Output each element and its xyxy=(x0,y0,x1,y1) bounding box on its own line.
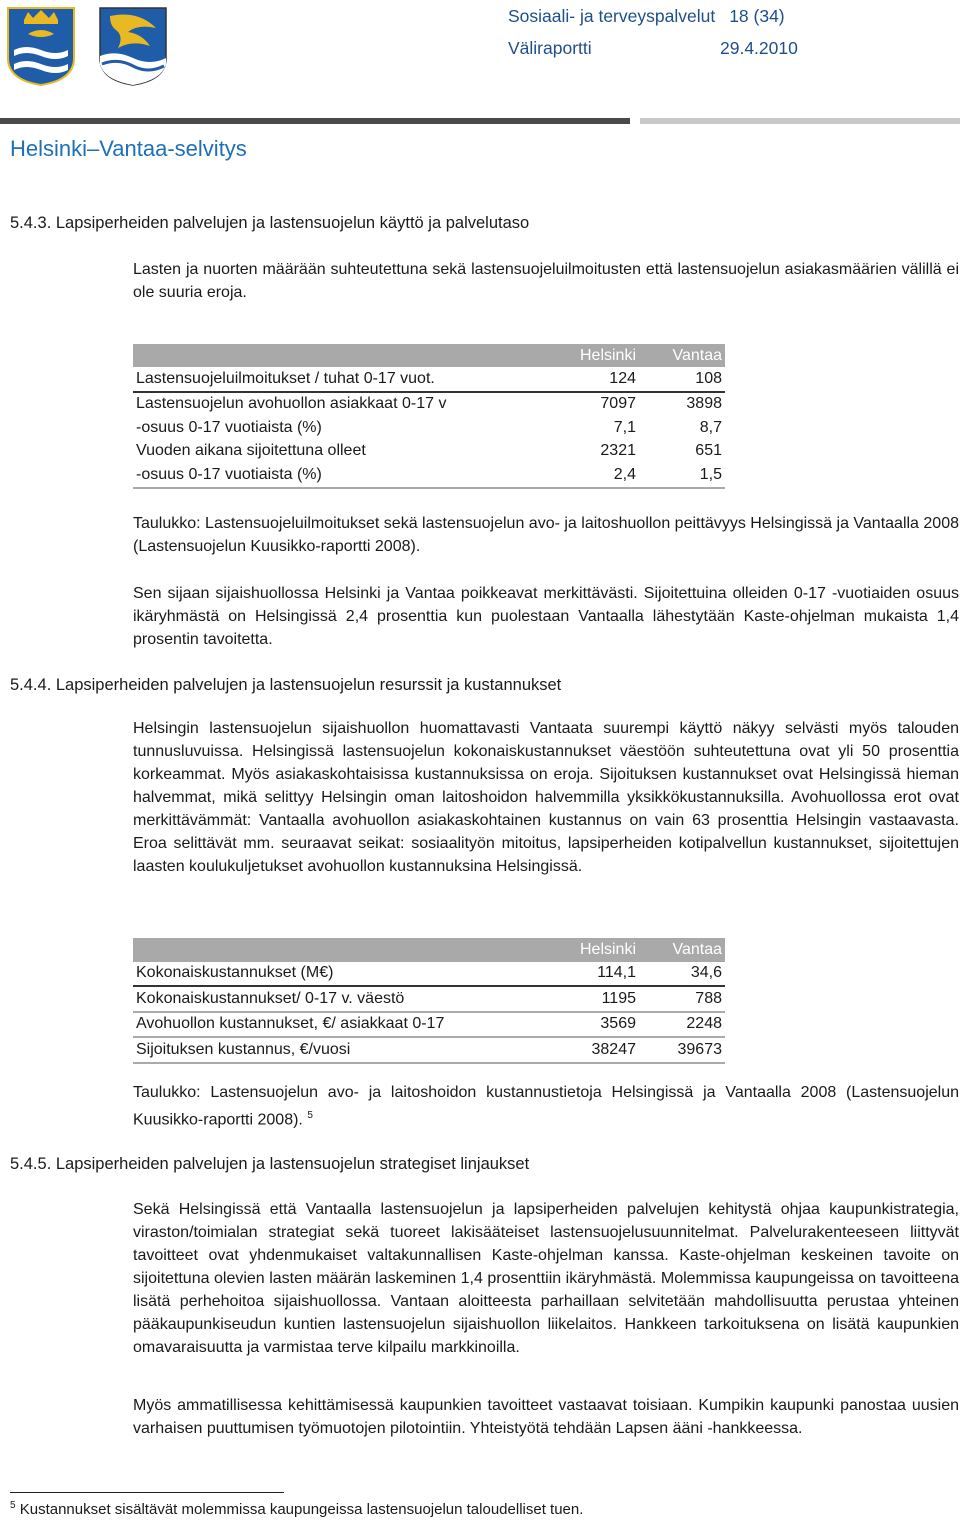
section-5-4-3-intro: Lasten ja nuorten määrään suhteutettuna sekä lastensuojeluilmoitusten että lastensuojelun asiakasmäärien välillä ei ole suuria eroja. xyxy=(133,261,959,301)
table-cell: Avohuollon kustannukset, €/ asiakkaat 0-17 xyxy=(133,1012,553,1038)
document-title: Helsinki–Vantaa-selvitys xyxy=(10,136,247,161)
table-row xyxy=(133,986,725,1012)
table-header-cell: Helsinki xyxy=(553,938,639,962)
table-cell: 108 xyxy=(639,367,725,392)
table-row xyxy=(133,463,725,488)
table-cell: 7097 xyxy=(600,395,636,413)
table-row xyxy=(133,416,725,440)
table-row xyxy=(133,962,725,987)
footnote-divider xyxy=(10,1492,284,1493)
footnote-number: 5 xyxy=(10,1500,16,1511)
table-child-protection-coverage xyxy=(133,344,725,489)
report-date: 29.4.2010 xyxy=(720,38,798,58)
section-5-4-4-paragraph: Helsingin lastensuojelun sijaishuollon huomattavasti Vantaata suurempi käyttö näkyy selvästi myös talouden tunnusluvuissa. Helsingissä lastensuojelun kokonaiskustannukset väestöön suhteutettuna ovat yli 50 prosenttia korkeammat. Myös asiakaskohtaisissa kustannuksissa on eroja. Sijoituksen kustannukset ovat Helsingissä hieman halvemmat, mikä selittyy Helsingin oman laitoshoidon halvemmilla yksikkökustannuksilla. Avohuollossa erot ovat merkittävämmät: Vantaalla avohuollon asiakaskohtainen kustannus on vain 63 prosenttia Helsingin vastaavasta. Eroa selittävät mm. seuraavat seikat: sosiaalityön mitoitus, lapsiperheiden kotipalvellun kustannukset, sijoitettujen laasten koulukuljetukset avohuollon kustannuksina Helsingissä. xyxy=(133,720,959,875)
table-cell: Kokonaiskustannukset/ 0-17 v. väestö xyxy=(133,986,553,1012)
table-cell: 8,7 xyxy=(699,418,722,436)
helsinki-coat-of-arms-icon xyxy=(6,6,76,86)
table-cell: -osuus 0-17 vuotiaista (%) xyxy=(133,463,553,488)
table-row xyxy=(133,1037,725,1063)
table-cell: 651 xyxy=(695,442,722,460)
table-cell: Lastensuojeluilmoitukset / tuhat 0-17 vuot. xyxy=(133,367,553,392)
header-rule-light xyxy=(640,118,960,124)
section-5-4-5-paragraph-1: Sekä Helsingissä että Vantaalla lastensuojelun ja lapsiperheiden palvelujen kehitystä ohjaa kaupunkistrategia, viraston/toimialan strategiat sekä tuoreet lakisääteiset lastensuojelusuunnitelmat. Palvelurakenteeseen liittyvät tavoitteet ovat yhdenmukaiset valtakunnallisen Kaste-ohjelman kanssa. Kaste-ohjelman keskeinen tavoite on sijoitettuna olevien lasten määrän laskeminen 1,4 prosenttiin ikäryhmästä. Molemmissa kaupungeissa on tavoitteena lisätä perhehoitoa sijaishuollossa. Vantaan aloitteesta parhaillaan selvitetään mahdollisuutta perustaa yhteinen pääkaupunkiseudun kuntien lastensuojelun sijaishuollon liikelaitos. Hankkeen tarkoituksena on lisätä kaupunkien omavaraisuutta ja varmistaa terve kilpailu markkinoilla. xyxy=(133,1201,959,1356)
section-heading-5-4-5: 5.4.5. Lapsiperheiden palvelujen ja lastensuojelun strategiset linjaukset xyxy=(10,1155,530,1173)
footnote xyxy=(10,1500,583,1518)
table-child-protection-costs xyxy=(133,938,725,1064)
section-5-4-5-paragraph-2: Myös ammatillisessa kehittämisessä kaupunkien tavoitteet vastaavat toisiaan. Kumpikin kaupunki panostaa uusien varhaisen puuttumisen työmuotojen pilotointiin. Yhteistyötä tehdään Lapsen ääni -hankkeessa. xyxy=(133,1397,959,1437)
table-header-row xyxy=(133,938,725,962)
table-row xyxy=(133,392,725,417)
table-cell: 124 xyxy=(553,367,639,392)
page-header-line2 xyxy=(508,38,798,59)
table-row xyxy=(133,440,725,464)
section-5-4-3-paragraph: Sen sijaan sijaishuollossa Helsinki ja Vantaa poikkeavat merkittävästi. Sijoitettuina olleiden 0-17 -vuotiaiden osuus ikäryhmästä on Helsingissä 2,4 prosenttia kun puolestaan Vantaalla lähestytään Kaste-ohjelman mukaista 1,4 prosentin tavoitetta. xyxy=(133,585,959,648)
table-cell: 2,4 xyxy=(553,463,639,488)
table-row xyxy=(133,367,725,392)
table-header-cell: Vantaa xyxy=(639,938,725,962)
table-caption-2 xyxy=(133,1081,959,1131)
table-cell: 788 xyxy=(639,986,725,1012)
table-cell: 114,1 xyxy=(553,962,639,987)
table-cell: Vuoden aikana sijoitettuna olleet xyxy=(136,442,366,460)
table-cell: Kokonaiskustannukset (M€) xyxy=(133,962,553,987)
table-header-cell: Helsinki xyxy=(553,344,639,367)
table-cell: 38247 xyxy=(553,1037,639,1063)
page-number: 18 (34) xyxy=(729,6,785,26)
footnote-text: Kustannukset sisältävät molemmissa kaupungeissa lastensuojelun taloudelliset tuen. xyxy=(19,1501,584,1518)
table-header-cell xyxy=(133,938,553,962)
report-type: Väliraportti xyxy=(508,38,592,58)
table-cell: 1195 xyxy=(553,986,639,1012)
table-header-cell xyxy=(133,344,553,367)
header-rule-dark xyxy=(0,118,630,124)
table-cell: 3898 xyxy=(686,395,722,413)
page-header-line1 xyxy=(508,6,785,27)
table-cell: 34,6 xyxy=(639,962,725,987)
table-caption-1: Taulukko: Lastensuojeluilmoitukset sekä lastensuojelun avo- ja laitoshuollon peittävyys Helsingissä ja Vantaalla 2008 (Lastensuojelun Kuusikko-raportti 2008). xyxy=(133,515,959,555)
table-header-row xyxy=(133,344,725,367)
table-cell: 39673 xyxy=(639,1037,725,1063)
table-cell: 3569 xyxy=(553,1012,639,1038)
table-caption-2-text: Taulukko: Lastensuojelun avo- ja laitoshoidon kustannustietoja Helsingissä ja Vantaalla 2008 (Lastensuojelun Kuusikko-raportti 2008). xyxy=(133,1084,959,1129)
table-cell: 7,1 xyxy=(613,418,636,436)
table-cell: 1,5 xyxy=(639,463,725,488)
table-cell: 2321 xyxy=(600,442,636,460)
table-cell: Lastensuojelun avohuollon asiakkaat 0-17 v xyxy=(136,395,447,413)
footnote-ref[interactable]: 5 xyxy=(307,1110,313,1121)
section-heading-5-4-3: 5.4.3. Lapsiperheiden palvelujen ja lastensuojelun käyttö ja palvelutaso xyxy=(10,214,530,232)
table-cell: -osuus 0-17 vuotiaista (%) xyxy=(136,418,322,436)
table-header-cell: Vantaa xyxy=(639,344,725,367)
table-cell: Sijoituksen kustannus, €/vuosi xyxy=(133,1037,553,1063)
department-name: Sosiaali- ja terveyspalvelut xyxy=(508,6,716,26)
table-cell: 2248 xyxy=(639,1012,725,1038)
vantaa-coat-of-arms-icon xyxy=(98,6,168,86)
section-heading-5-4-4: 5.4.4. Lapsiperheiden palvelujen ja lastensuojelun resurssit ja kustannukset xyxy=(10,676,562,694)
table-row xyxy=(133,1012,725,1038)
